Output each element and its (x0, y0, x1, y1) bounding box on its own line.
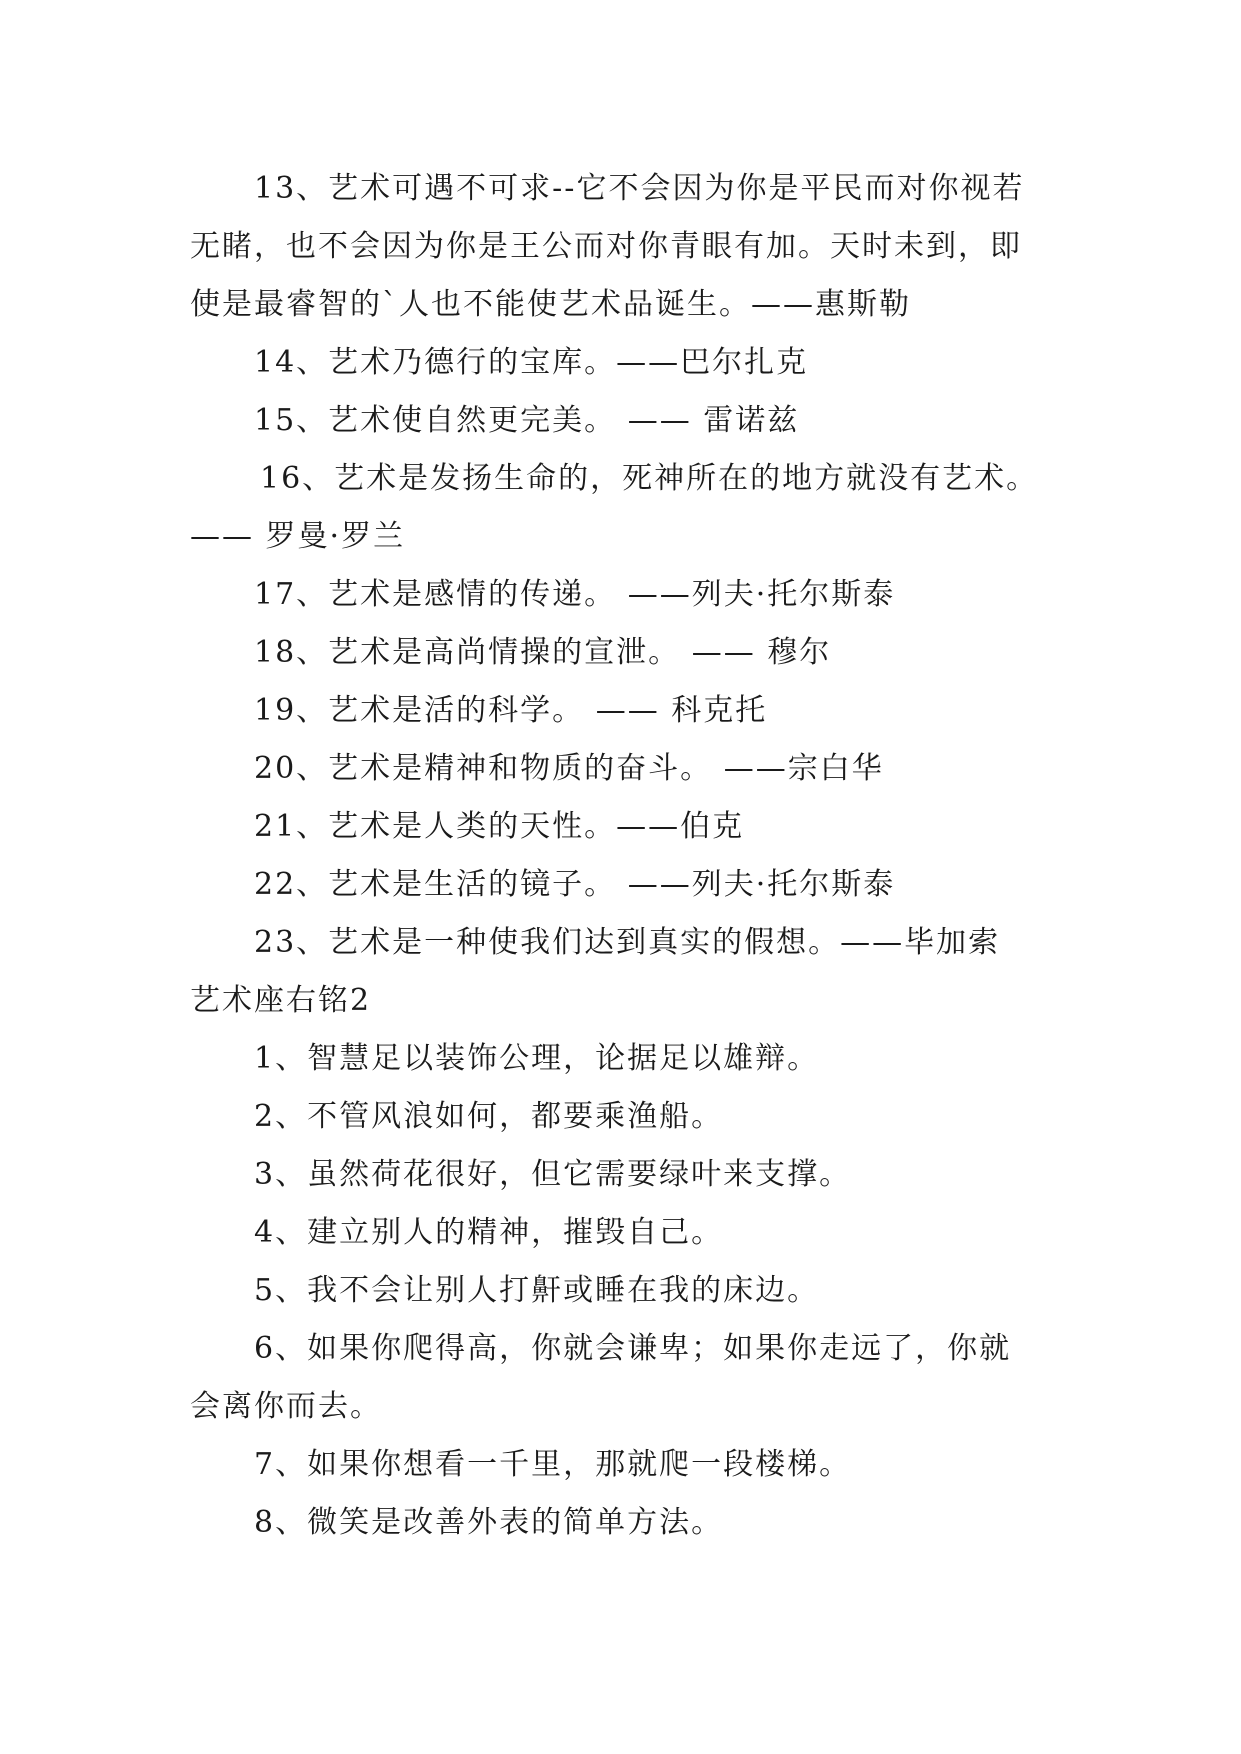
motto-6-line-1: 6、如果你爬得高，你就会谦卑；如果你走远了，你就 (254, 1331, 1012, 1366)
quote-13-line-3: 使是最睿智的`人也不能使艺术品诞生。——惠斯勒 (190, 287, 911, 322)
quote-13-line-2: 无睹，也不会因为你是王公而对你青眼有加。天时未到，即 (190, 229, 1022, 264)
motto-6-line-2: 会离你而去。 (190, 1389, 382, 1424)
motto-5: 5、我不会让别人打鼾或睡在我的床边。 (254, 1273, 820, 1308)
quote-13-line-1: 13、艺术可遇不可求--它不会因为你是平民而对你视若 (254, 171, 1025, 206)
quote-14: 14、艺术乃德行的宝库。——巴尔扎克 (254, 345, 809, 380)
quote-15: 15、艺术使自然更完美。 —— 雷诺兹 (254, 403, 800, 438)
motto-4: 4、建立别人的精神，摧毁自己。 (254, 1215, 724, 1250)
quote-21: 21、艺术是人类的天性。——伯克 (254, 809, 745, 844)
quote-16-line-1: 16、艺术是发扬生命的，死神所在的地方就没有艺术。 (260, 461, 1039, 496)
quote-22: 22、艺术是生活的镜子。 ——列夫·托尔斯泰 (254, 867, 896, 902)
quote-23: 23、艺术是一种使我们达到真实的假想。——毕加索 (254, 925, 1001, 960)
quote-16-line-2: —— 罗曼·罗兰 (190, 519, 406, 554)
motto-3: 3、虽然荷花很好，但它需要绿叶来支撑。 (254, 1157, 852, 1192)
document-body (190, 160, 1050, 1552)
quote-18: 18、艺术是高尚情操的宣泄。 —— 穆尔 (254, 635, 832, 670)
motto-8: 8、微笑是改善外表的简单方法。 (254, 1505, 724, 1540)
motto-1: 1、智慧足以装饰公理，论据足以雄辩。 (254, 1041, 820, 1076)
motto-7: 7、如果你想看一千里，那就爬一段楼梯。 (254, 1447, 852, 1482)
motto-2: 2、不管风浪如何，都要乘渔船。 (254, 1099, 724, 1134)
quote-17: 17、艺术是感情的传递。 ——列夫·托尔斯泰 (254, 577, 896, 612)
quote-19: 19、艺术是活的科学。 —— 科克托 (254, 693, 768, 728)
quote-20: 20、艺术是精神和物质的奋斗。 ——宗白华 (254, 751, 884, 786)
section-heading: 艺术座右铭2 (190, 983, 372, 1018)
